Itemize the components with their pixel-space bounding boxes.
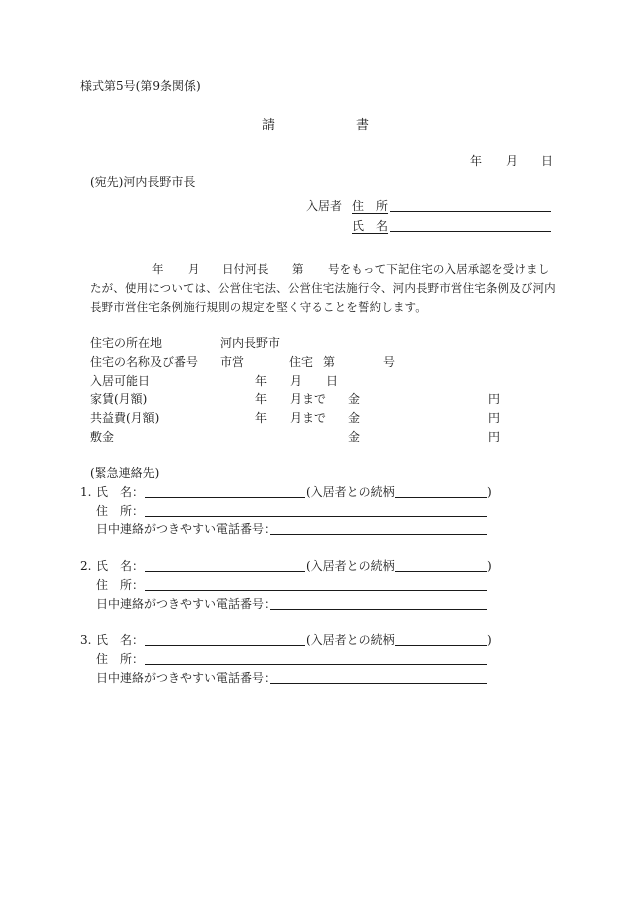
contact-name-label: 氏 名： bbox=[96, 485, 145, 499]
contact-number: 3. bbox=[80, 633, 92, 647]
applicant-label: 入居者 bbox=[306, 199, 343, 213]
contact-address-label: 住 所： bbox=[96, 504, 145, 518]
contact-address-label: 住 所： bbox=[96, 578, 145, 592]
contact-name-label: 氏 名： bbox=[96, 633, 145, 647]
emergency-heading: (緊急連絡先) bbox=[90, 466, 160, 480]
contact-relation-label: (入居者との続柄 bbox=[306, 559, 395, 573]
pledge-date-suffix: 日付河長 bbox=[222, 262, 269, 276]
contact-relation-line[interactable] bbox=[395, 645, 487, 646]
pledge-year: 年 bbox=[152, 262, 164, 276]
form-number: 様式第5号(第9条関係) bbox=[80, 79, 201, 93]
common-fee-year: 年 bbox=[255, 411, 268, 425]
contact-address-line[interactable] bbox=[145, 590, 487, 591]
contact-phone-line[interactable] bbox=[270, 534, 487, 535]
pledge-line-2: たが、使用については、公営住宅法、公営住宅法施行令、河内長野市営住宅条例及び河内 bbox=[90, 281, 556, 295]
pledge-no: 第 bbox=[292, 262, 304, 276]
housing-name-dai: 第 bbox=[323, 355, 336, 369]
deposit-yen: 円 bbox=[488, 430, 501, 444]
contact-name-line[interactable] bbox=[145, 645, 305, 646]
rent-until: 月まで bbox=[290, 392, 327, 406]
movein-day: 日 bbox=[326, 374, 339, 388]
contact-phone-label: 日中連絡がつきやすい電話番号： bbox=[96, 671, 277, 685]
contact-address-label: 住 所： bbox=[96, 652, 145, 666]
contact-phone-label: 日中連絡がつきやすい電話番号： bbox=[96, 597, 277, 611]
pledge-rest: 号をもって下記住宅の入居承認を受けまし bbox=[328, 262, 550, 276]
contact-relation-line[interactable] bbox=[395, 571, 487, 572]
location-label: 住宅の所在地 bbox=[90, 336, 163, 350]
contact-relation-label: (入居者との続柄 bbox=[306, 485, 395, 499]
contact-relation-close: ) bbox=[487, 485, 492, 499]
contact-address-line[interactable] bbox=[145, 516, 487, 517]
contact-number: 1. bbox=[80, 485, 92, 499]
common-fee-yen: 円 bbox=[488, 411, 501, 425]
housing-name-municipal: 市営 bbox=[220, 355, 245, 369]
deposit-label: 敷金 bbox=[90, 430, 115, 444]
date-year-label: 年 bbox=[470, 154, 483, 168]
contact-phone-line[interactable] bbox=[270, 683, 487, 684]
contact-phone-label: 日中連絡がつきやすい電話番号： bbox=[96, 522, 277, 536]
applicant-address-label: 住 所 bbox=[352, 199, 389, 213]
date-day-label: 日 bbox=[541, 154, 554, 168]
applicant-name-label: 氏 名 bbox=[352, 219, 389, 233]
movein-label: 入居可能日 bbox=[90, 374, 151, 388]
title-char-1: 請 bbox=[262, 118, 276, 133]
rent-year: 年 bbox=[255, 392, 268, 406]
contact-name-label: 氏 名： bbox=[96, 559, 145, 573]
applicant-name-line[interactable] bbox=[390, 231, 551, 232]
rent-amount-label: 金 bbox=[348, 392, 361, 406]
common-fee-amount-label: 金 bbox=[348, 411, 361, 425]
addressee: (宛先)河内長野市長 bbox=[90, 175, 196, 189]
rent-label: 家賃(月額) bbox=[90, 392, 148, 406]
contact-relation-close: ) bbox=[487, 633, 492, 647]
pledge-line-3: 長野市営住宅条例施行規則の規定を堅く守ることを誓約します。 bbox=[90, 300, 427, 314]
deposit-amount-label: 金 bbox=[348, 430, 361, 444]
contact-relation-line[interactable] bbox=[395, 497, 487, 498]
movein-month: 月 bbox=[290, 374, 303, 388]
pledge-month: 月 bbox=[188, 262, 200, 276]
location-value: 河内長野市 bbox=[220, 336, 281, 350]
contact-number: 2. bbox=[80, 559, 92, 573]
common-fee-label: 共益費(月額) bbox=[90, 411, 160, 425]
date-month-label: 月 bbox=[506, 154, 519, 168]
housing-name-jutaku: 住宅 bbox=[289, 355, 314, 369]
contact-phone-line[interactable] bbox=[270, 609, 487, 610]
rent-yen: 円 bbox=[488, 392, 501, 406]
applicant-address-line[interactable] bbox=[390, 211, 551, 212]
contact-name-line[interactable] bbox=[145, 497, 305, 498]
contact-address-line[interactable] bbox=[145, 664, 487, 665]
contact-name-line[interactable] bbox=[145, 571, 305, 572]
contact-relation-label: (入居者との続柄 bbox=[306, 633, 395, 647]
housing-name-go: 号 bbox=[383, 355, 396, 369]
title-char-2: 書 bbox=[356, 118, 370, 133]
housing-name-label: 住宅の名称及び番号 bbox=[90, 355, 199, 369]
contact-relation-close: ) bbox=[487, 559, 492, 573]
common-fee-until: 月まで bbox=[290, 411, 327, 425]
movein-year: 年 bbox=[255, 374, 268, 388]
